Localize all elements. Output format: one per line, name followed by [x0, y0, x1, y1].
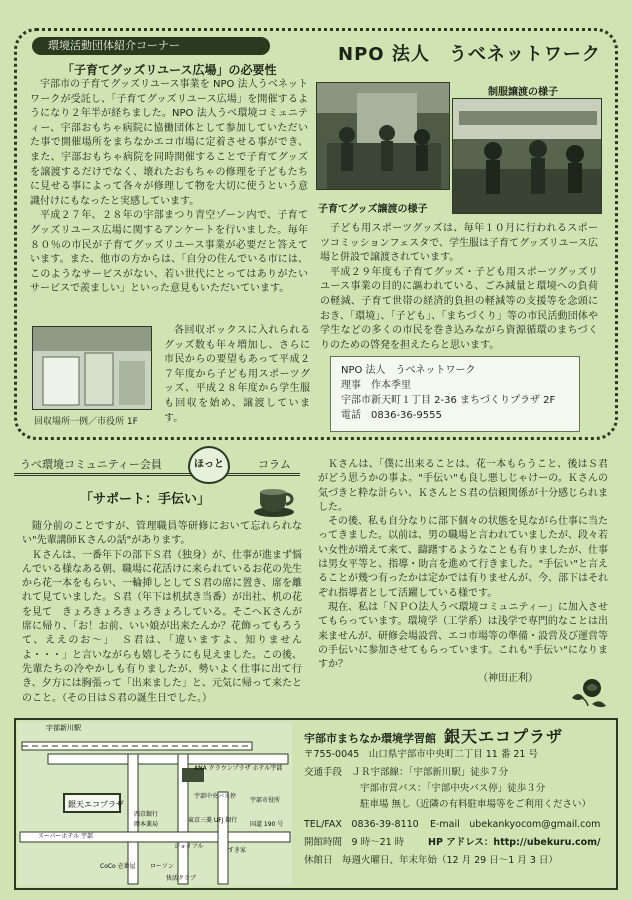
column-banner-label: うべ環境コミュニティー会員 [20, 458, 162, 471]
photo-caption-collection: 回収場所一例／市役所 1F [34, 417, 138, 427]
column-paragraph: 現在、私は「ＮＰＯ法人うべ環境コミュニティー」に加入させてもらっています。環境学（工学系）は浅学で専門的なことは出来ませんが、研修会場設営、エコ市場等の準備・設営及び運営等の手伝いに参加させてもらっています。これも"手伝い"になりますか？ [318, 601, 608, 671]
contact-name: NPO 法人 うべネットワーク [341, 365, 476, 376]
plaza-homepage: HP アドレス：http://ubekuru.com/ [428, 837, 601, 848]
map-plaza-label: 銀天エコプラザ [68, 800, 124, 809]
plaza-access [304, 766, 508, 780]
map-landmark: ANA クラウンプラザ ホテル宇部 [194, 765, 283, 772]
column-author: （神田正利） [478, 673, 538, 685]
photo-collection-image [33, 327, 152, 410]
column-paragraph: その後、私も自分なりに部下個々の状態を見ながら仕事に当たってきました。以前は、男の職場と言われていましたが、段々若い女性が増えて来て、躊躇するようなことも有りましたが、仕事は男女平等と、指導・助言を進めて行きました。"手伝い"と言えることが幾つ有ったかは定かでは有りませんが、今、部下はそれぞれ指導者として活躍している様です。 [318, 516, 608, 599]
contact-box [330, 356, 580, 432]
plaza-access-label: 交通手段 [304, 767, 343, 778]
rose-icon [566, 676, 610, 712]
photo-collection-box [32, 326, 152, 410]
column-banner [14, 452, 300, 476]
column-right-text [318, 458, 608, 687]
map-station-label: 宇部新川駅 [46, 724, 81, 732]
column-left-text [22, 520, 302, 706]
photo-uniform-image [453, 99, 602, 214]
map-landmark: 東京三菱 UFJ 銀行 [188, 817, 238, 824]
map-landmark: スーパーホテル 宇部 [38, 833, 94, 840]
column-paragraph: 随分前のことですが、管理職員等研修において忘れられない"先輩講師Ｋさんの話"があります。 [22, 521, 302, 547]
plaza-subtitle: 宇部市まちなか環境学習館 [304, 732, 436, 745]
map-landmark: ローソン [150, 863, 174, 870]
article-box-text [164, 324, 310, 426]
coffee-cup-icon [250, 478, 298, 518]
map-landmark: CoCo 壱番屋 [100, 863, 136, 870]
map-landmark: 西京銀行 [134, 811, 159, 818]
map-landmark: ジョイフル [174, 843, 204, 850]
contact-address: 宇部市新天町１丁目 2-36 まちづくりプラザ 2F [341, 395, 556, 406]
photo-goods-handover [316, 82, 450, 190]
article-subhead: 「子育てグッズリユース広場」の必要性 [62, 63, 277, 77]
plaza-parking: 駐車場 無し（近隣の有料駐車場等をご利用ください） [360, 799, 592, 810]
article-paragraph: 宇部市の子育てグッズリユース事業を NPO 法人うべネットワークが受託し、「子育てグッズリユース広場」を開催するようになり２年半が経ちました。NPO 法人うべ環境コミュニティー、宇部おもちゃ病院に協働団体として参加していただいた事で開催場所をまちなかエコ市場に定着させる事ができ、また、宇部おもちゃ病院を同時開催することで子育てグッズを譲渡するだけでなく、壊れたおもちゃの修理を子どもたちに見せる事によって各々が修理して物を大切に使うという意識付けにもなったと実感しています。 [30, 79, 308, 207]
section-label: 環境活動団体紹介コーナー [32, 37, 270, 55]
plaza-email: E-mail ubekankyocom@gmail.com [430, 819, 601, 830]
contact-phone: 電話 0836-36-9555 [341, 410, 442, 421]
column-title: 「サポート：手伝い」 [80, 492, 211, 507]
org-title: NPO 法人 うべネットワーク [338, 44, 601, 65]
map-landmark: 国道 190 号 [250, 821, 284, 828]
article-paragraph: 子ども用スポーツグッズは、毎年１０月に行われるスポーツコミッションフェスタで、学生服は子育てグッズリユース広場と併設で譲渡されています。 [320, 223, 598, 264]
article-left-text [30, 78, 308, 297]
article-right-text [320, 222, 598, 353]
map-landmark: 宇部市役所 [250, 797, 281, 804]
photo-caption-uniforms: 制服譲渡の様子 [488, 87, 558, 98]
map-landmark: 岡本薬局 [134, 821, 159, 828]
contact-director: 理事 作本季里 [341, 380, 411, 391]
map-landmark: 快活クラブ [166, 875, 197, 882]
plaza-name: 銀天エコプラザ [444, 727, 564, 746]
column-banner-tag: コラム [258, 458, 291, 471]
article-paragraph: 平成２７年、２８年の宇部まつり青空ゾーン内で、子育てグッズリユース広場に関するアンケートを行いました。毎年８０％の市民が子育てグッズリユース事業が必要だと答えています。また、他市の方からは、「自分の住んでいる市には、このようなサービスがない、若い世代にとってはありがたいサービスで羨ましい」といった意見もいただいています。 [30, 210, 308, 295]
photo-caption-goods: 子育てグッズ譲渡の様子 [318, 204, 428, 215]
photo-goods-image [317, 83, 450, 190]
article-paragraph: 各回収ボックスに入れられるグッズ数も年々増加し、さらに市民からの要望もあって平成２７年度から子ども用スポーツグッズ、平成２８年度から学生服も回収を始め、譲渡しています。 [164, 325, 310, 424]
plaza-access-train: ＪＲ宇部線：「宇部新川駅」徒歩７分 [351, 767, 509, 778]
plaza-hours: 開館時間 9 時～21 時 [304, 837, 405, 848]
map-landmark: 宇部中央バス停 [194, 793, 237, 800]
plaza-postal: 〒755-0045 山口県宇部市中央町二丁目 11 番 21 号 [304, 749, 538, 760]
plaza-telfax: TEL/FAX 0836-39-8110 [304, 819, 419, 830]
column-paragraph: Ｋさんは、一番年下の部下Ｓ君（独身）が、仕事が進まず悩んでいる様なある朝、職場に花活けに来られているお花の先生から花一本をもらい、一輪挿しとしてＳ君の席に置き、席を離れて見ていました。Ｓ君（年下は机拭き当番）が出社、机の花を見て きょろきょろきょろきょろしている。そこへＫさんが席に帰り、「お！お前、いい娘が出来たんか？花飾ってもろうて、ええのお～」 Ｓ君は、「違いますよ、知りませんよ・・・」と言いながらも嬉しそうにも見えました。この後、先輩たちの冷やかしも有りましたが、勢いよく仕事に出て行き、夕方には胸張って「出来ました」と、元気に帰って来たとのこと。（その日はＳ君の誕生日でした。） [22, 549, 302, 704]
map-landmark: すき家 [228, 847, 247, 854]
photo-uniform-handover [452, 98, 602, 214]
plaza-access-bus: 宇部市営バス：「宇部中央バス停」徒歩３分 [360, 783, 546, 794]
column-paragraph: Ｋさんは、「僕に出来ることは、花一本もらうこと、後はＳ君がどう思うかの事よ。"手伝い"も良し悪しじゃけーの。Ｋさんの気づきと粋な計らい、ＫさんとＳ君の信頼関係が十分感じられました。 [318, 459, 608, 513]
plaza-closed-days: 休館日 毎週火曜日、年末年始（12 月 29 日～1 月 3 日） [304, 855, 558, 866]
article-paragraph: 平成２９年度も子育てグッズ・子ども用スポーツグッズリユース事業の目的に謳われている、ごみ減量と環境への負荷の軽減、子育て世帯の経済的負担の軽減等の支援等を念頭におき、「環境」、「子ども」、「まちづくり」等の市民活動団体や学生などの多くの市民を巻き込みながら資源循環のまちづくりのための啓発を担えたらと思います。 [320, 266, 598, 351]
plaza-title [304, 724, 563, 747]
access-map [18, 722, 292, 886]
hotto-badge: ほっと [188, 446, 230, 484]
